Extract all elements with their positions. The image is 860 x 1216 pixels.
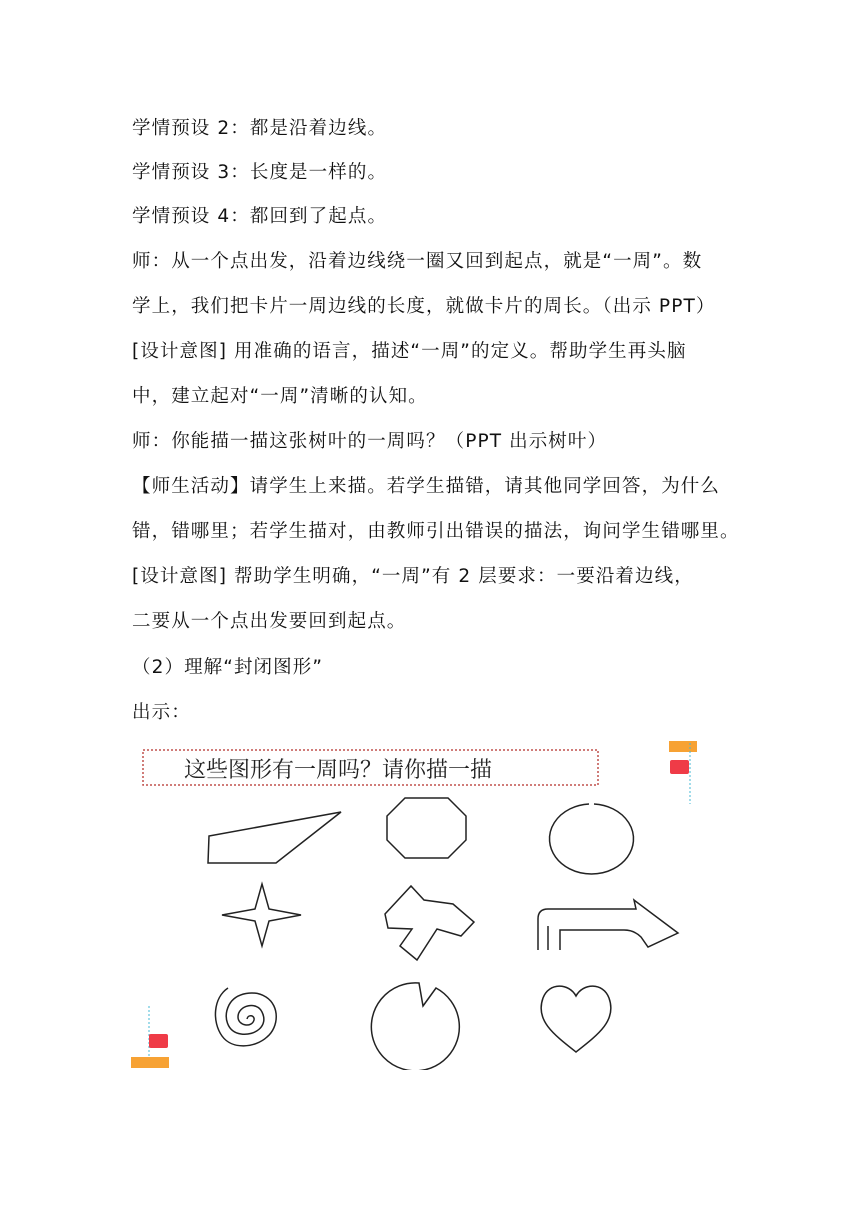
text-line-1: 学情预设 2：都是沿着边线。 — [132, 118, 388, 139]
text-line-11: [设计意图] 帮助学生明确，“一周”有 2 层要求：一要沿着边线， — [132, 566, 694, 587]
text-line-4: 师：从一个点出发，沿着边线绕一圈又回到起点，就是“一周”。数 — [132, 251, 703, 272]
spiral-shape — [215, 988, 276, 1046]
text-line-12: 二要从一个点出发要回到起点。 — [132, 611, 407, 632]
text-line-2: 学情预设 3：长度是一样的。 — [132, 162, 388, 183]
selection-handle-bottom — [131, 1057, 169, 1068]
text-line-9: 【师生活动】请学生上来描。若学生描错，请其他同学回答，为什么 — [132, 476, 721, 497]
selection-handle-top — [669, 741, 697, 752]
selection-marker-bottom — [149, 1034, 168, 1048]
pie-with-gap-shape — [371, 983, 459, 1070]
open-circle-shape — [550, 804, 634, 874]
octagon-shape — [387, 798, 466, 858]
four-point-star-shape — [222, 884, 301, 946]
open-arrow-shape — [538, 900, 678, 950]
slide-figure — [128, 738, 708, 1070]
slide-title: 这些图形有一周吗？请你描一描 — [184, 758, 493, 783]
heart-shape — [541, 986, 611, 1052]
text-line-10: 错，错哪里；若学生描对，由教师引出错误的描法，询问学生错哪里。 — [132, 521, 740, 542]
text-line-5: 学上，我们把卡片一周边线的长度，就做卡片的周长。（出示 PPT） — [132, 296, 716, 317]
text-line-3: 学情预设 4：都回到了起点。 — [132, 206, 388, 227]
text-line-14: 出示： — [132, 702, 191, 723]
text-line-13: （2）理解“封闭图形” — [132, 657, 324, 678]
selection-marker-top — [670, 760, 689, 774]
text-line-8: 师：你能描一描这张树叶的一周吗？（PPT 出示树叶） — [132, 431, 608, 452]
text-line-7: 中，建立起对“一周”清晰的认知。 — [132, 386, 428, 407]
text-line-6: [设计意图] 用准确的语言，描述“一周”的定义。帮助学生再头脑 — [132, 341, 687, 362]
parallelogram-shape — [208, 812, 341, 863]
cross-shape — [385, 886, 474, 960]
